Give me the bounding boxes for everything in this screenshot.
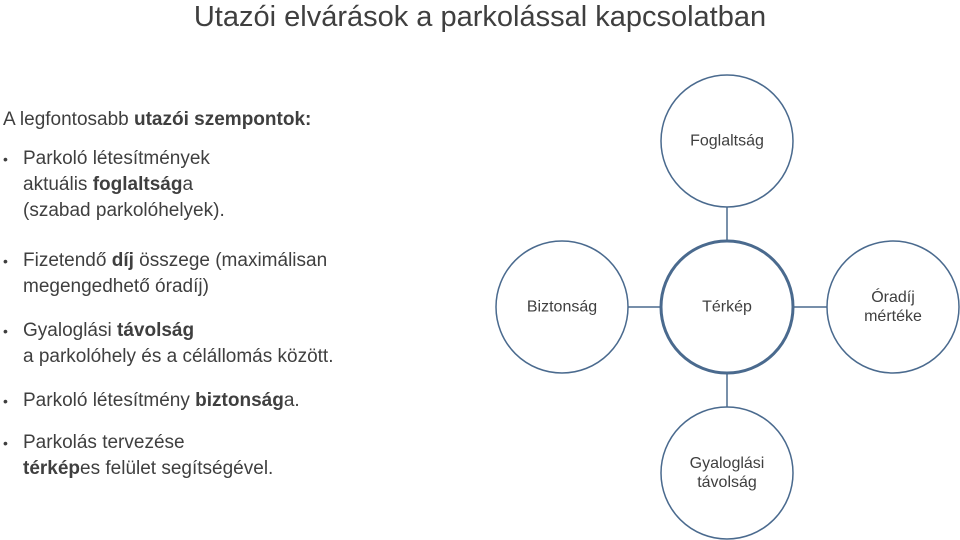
bullet-dot: • [3,253,8,269]
bullet-segment: Parkolás tervezése [23,432,185,453]
bullet-segment: Fizetendő [23,250,112,271]
node-label-gyaloglasi-line1: Gyaloglási [689,455,765,472]
node-label-gyaloglasi-line2: távolság [697,474,757,491]
intro-prefix: A legfontosabb [3,109,134,130]
bullet-segment: a parkolóhely és a célállomás között. [23,346,334,367]
node-label-foglaltsag: Foglaltság [690,132,764,150]
node-label-oradij-line1: Óradíj [871,289,915,306]
node-label-oradij [864,288,922,326]
bullet-segment: a. [283,390,300,411]
bullet-segment: es felület segítségével. [80,458,274,479]
bullet-segment: a [182,174,194,195]
bullet-keyword: biztonság [195,390,284,411]
bullet-dot: • [3,393,8,409]
node-label-gyaloglasi [690,454,765,492]
bullet-dot: • [3,435,8,451]
bullet-keyword: foglaltság [92,174,183,195]
intro-bold: utazói szempontok: [134,109,312,130]
bullet-keyword: díj [111,250,134,271]
bullet-keyword: távolság [117,320,195,341]
bullet-keyword: térkép [23,458,81,479]
bullet-segment: aktuális [23,174,93,195]
bullet-segment: Parkoló létesítmények [23,148,210,169]
bullet-segment: Gyaloglási [23,320,117,341]
node-label-oradij-line2: mértéke [864,308,922,325]
node-label-biztonsag: Biztonság [526,298,598,316]
bullet-dot: • [3,151,8,167]
bullet-segment: összege (maximálisan [133,250,328,271]
slide-title: Utazói elvárások a parkolással kapcsolatban [193,1,767,33]
bullet-segment: (szabad parkolóhelyek). [23,200,225,221]
bullet-segment: megengedhető óradíj) [23,276,209,297]
bullet-dot: • [3,323,8,339]
node-label-terkep: Térkép [702,298,752,316]
bullet-segment: Parkoló létesítmény [23,390,196,411]
